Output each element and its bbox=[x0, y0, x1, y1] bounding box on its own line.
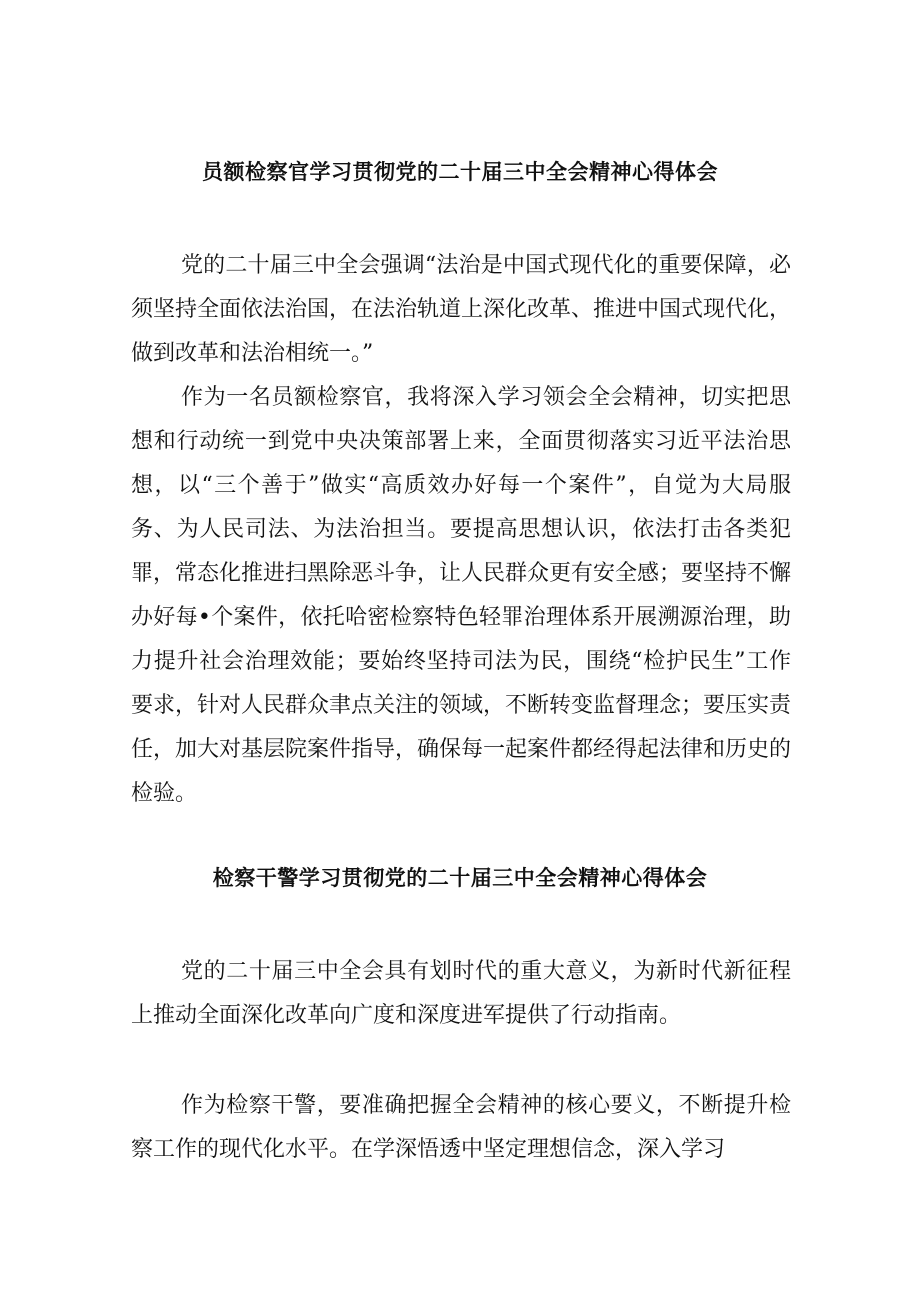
section-1-paragraph-2: 作为一名员额检察官，我将深入学习领会全会精神，切实把思想和行动统一到党中央决策部署上来，全面贯彻落实习近平法治思想，以“三个善于”做实“高质效办好每一个案件”，自觉为大局服务、为人民司法、为法治担当。要提高思想认识，依法打击各类犯罪，常态化推进扫黑除恶斗争，让人民群众更有安全感；要坚持不懈办好每•个案件，依托哈密检察特色轻罪治理体系开展溯源治理，助力提升社会治理效能；要始终坚持司法为民，围绕“检护民生”工作要求，针对人民群众聿点关注的领域，不断转变监督理念；要压实责任，加大对基层院案件指导，确保每一起案件都经得起法律和历史的检验。 bbox=[131, 385, 792, 806]
section-1-paragraph-1: 党的二十届三中全会强调“法治是中国式现代化的重要保障，必须坚持全面依法治国，在法治轨道上深化改革、推进中国式现代化，做到改革和法治相统一。” bbox=[131, 253, 792, 366]
section-2-title: 检察干警学习贯彻党的二十届三中全会精神心得体会 bbox=[212, 866, 708, 890]
section-2-paragraph-2: 作为检察干警，要准确把握全会精神的核心要义，不断提升检察工作的现代化水平。在学深悟透中坚定理想信念，深入学习 bbox=[131, 1093, 791, 1162]
section-1-title: 员额检察官学习贯彻党的二十届三中全会精神心得体会 bbox=[202, 160, 718, 184]
section-2-paragraph-1: 党的二十届三中全会具有划时代的重大意义，为新时代新征程上推动全面深化改革向广度和深度进军提供了行动指南。 bbox=[131, 959, 791, 1028]
